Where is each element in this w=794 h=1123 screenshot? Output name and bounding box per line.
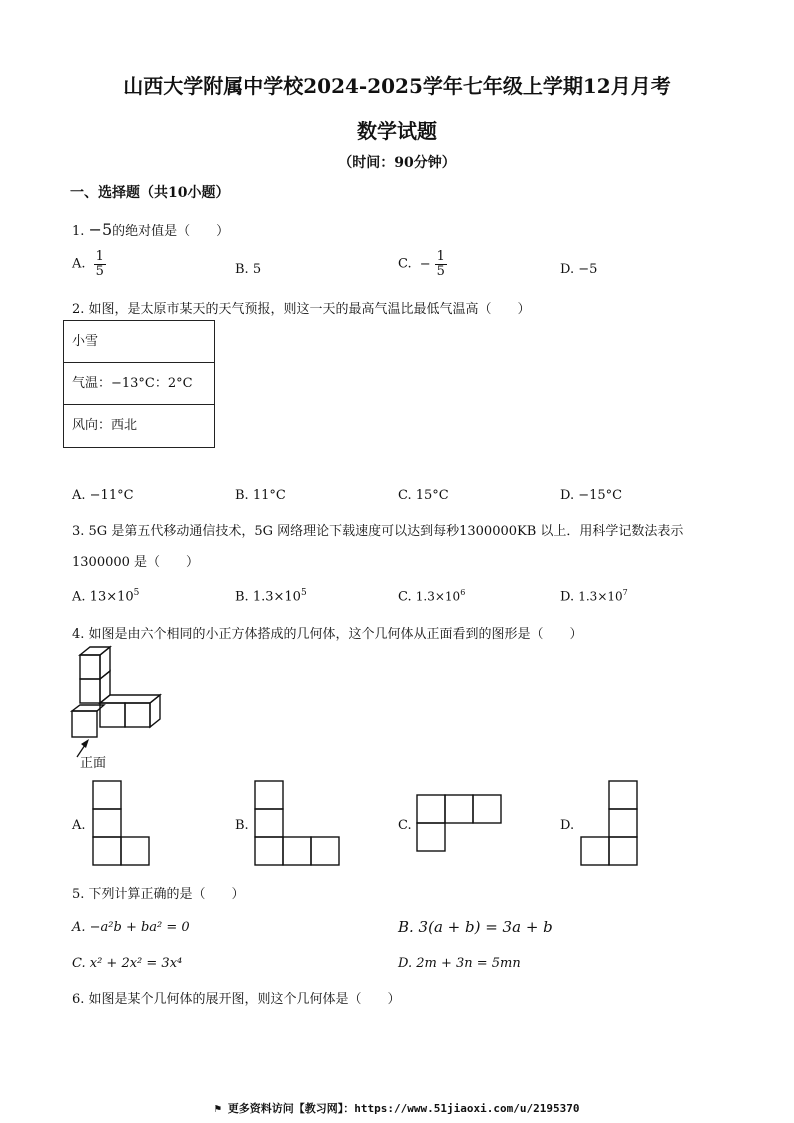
question-3-stem-line1: 3. 5G 是第五代移动通信技术，5G 网络理论下载速度可以达到每秒1300000KB 以上．用科学记数法表示: [72, 524, 684, 539]
flag-icon: ⚑: [214, 1102, 228, 1115]
weather-temperature: 气温：−13°C：2°C: [64, 363, 214, 405]
question-4-stem: 4. 如图是由六个相同的小正方体搭成的几何体，这个几何体从正面看到的图形是（ ）: [72, 627, 583, 642]
question-5-stem: 5. 下列计算正确的是（ ）: [72, 887, 245, 902]
q3-option-b[interactable]: B. $1.3\times 10^5$: [235, 588, 307, 605]
weather-condition: 小雪: [64, 321, 214, 363]
q1-option-b[interactable]: B. 5: [235, 262, 262, 277]
fraction: $\frac{1}{5}$: [95, 249, 104, 279]
question-2-stem: 2. 如图，是太原市某天的天气预报，则这一天的最高气温比最低气温高（ ）: [72, 302, 531, 317]
cube-figure: [68, 645, 168, 750]
q1-option-c[interactable]: C. − $\frac{1}{5}$: [398, 249, 445, 279]
weather-wind: 风向：西北: [72, 418, 138, 433]
q5-option-a[interactable]: A. −a²b + ba² = 0: [72, 920, 190, 935]
q5-option-b[interactable]: B. 3(a + b) = 3a + b: [398, 918, 553, 936]
q3-option-a[interactable]: A. $13\times 10^5$: [72, 588, 140, 605]
q2-option-c[interactable]: C. 15°C: [398, 488, 449, 503]
front-view-label: 正面: [80, 756, 107, 771]
fraction: $\frac{1}{5}$: [436, 249, 445, 279]
q4-option-c-figure: [416, 794, 504, 852]
q2-option-b[interactable]: B. 11°C: [235, 488, 286, 503]
q5-option-d[interactable]: D. 2m + 3n = 5mn: [398, 956, 521, 971]
q4-option-b-figure: [254, 780, 342, 866]
q3-option-c[interactable]: C. $1.3\times 10^6$: [398, 588, 466, 605]
q2-option-d[interactable]: D. −15°C: [560, 488, 623, 503]
q1-expression: −5: [88, 220, 113, 239]
question-1-stem: 1. −5的绝对值是（ ）: [72, 220, 230, 239]
q4-option-d-label[interactable]: D.: [560, 818, 575, 833]
q2-option-a[interactable]: A. −11°C: [72, 488, 134, 503]
paper-subtitle: 数学试题: [357, 119, 437, 143]
q4-option-c-label[interactable]: C.: [398, 818, 412, 833]
paper-title: 山西大学附属中学校2024-2025学年七年级上学期12月月考: [123, 74, 671, 98]
q4-option-d-figure: [580, 780, 640, 866]
exam-time: （时间：90分钟）: [338, 155, 456, 171]
question-6-stem: 6. 如图是某个几何体的展开图，则这个几何体是（ ）: [72, 992, 401, 1007]
weather-forecast-table: [63, 320, 215, 448]
q4-option-a-label[interactable]: A.: [72, 818, 86, 833]
q4-option-a-figure: [92, 780, 152, 866]
q1-option-d[interactable]: D. −5: [560, 262, 598, 277]
q3-option-d[interactable]: D. $1.3\times 10^7$: [560, 588, 628, 605]
q4-option-b-label[interactable]: B.: [235, 818, 249, 833]
footer-link[interactable]: ⚑ 更多资料访问【教习网】：https://www.51jiaoxi.com/u/2195370: [214, 1102, 580, 1115]
section-heading: 一、选择题（共10小题）: [70, 185, 230, 201]
q1-option-a[interactable]: A. $\frac{1}{5}$: [72, 249, 104, 279]
question-3-stem-line2: 1300000 是（ ）: [72, 555, 200, 570]
q5-option-c[interactable]: C. x² + 2x² = 3x⁴: [72, 956, 183, 971]
